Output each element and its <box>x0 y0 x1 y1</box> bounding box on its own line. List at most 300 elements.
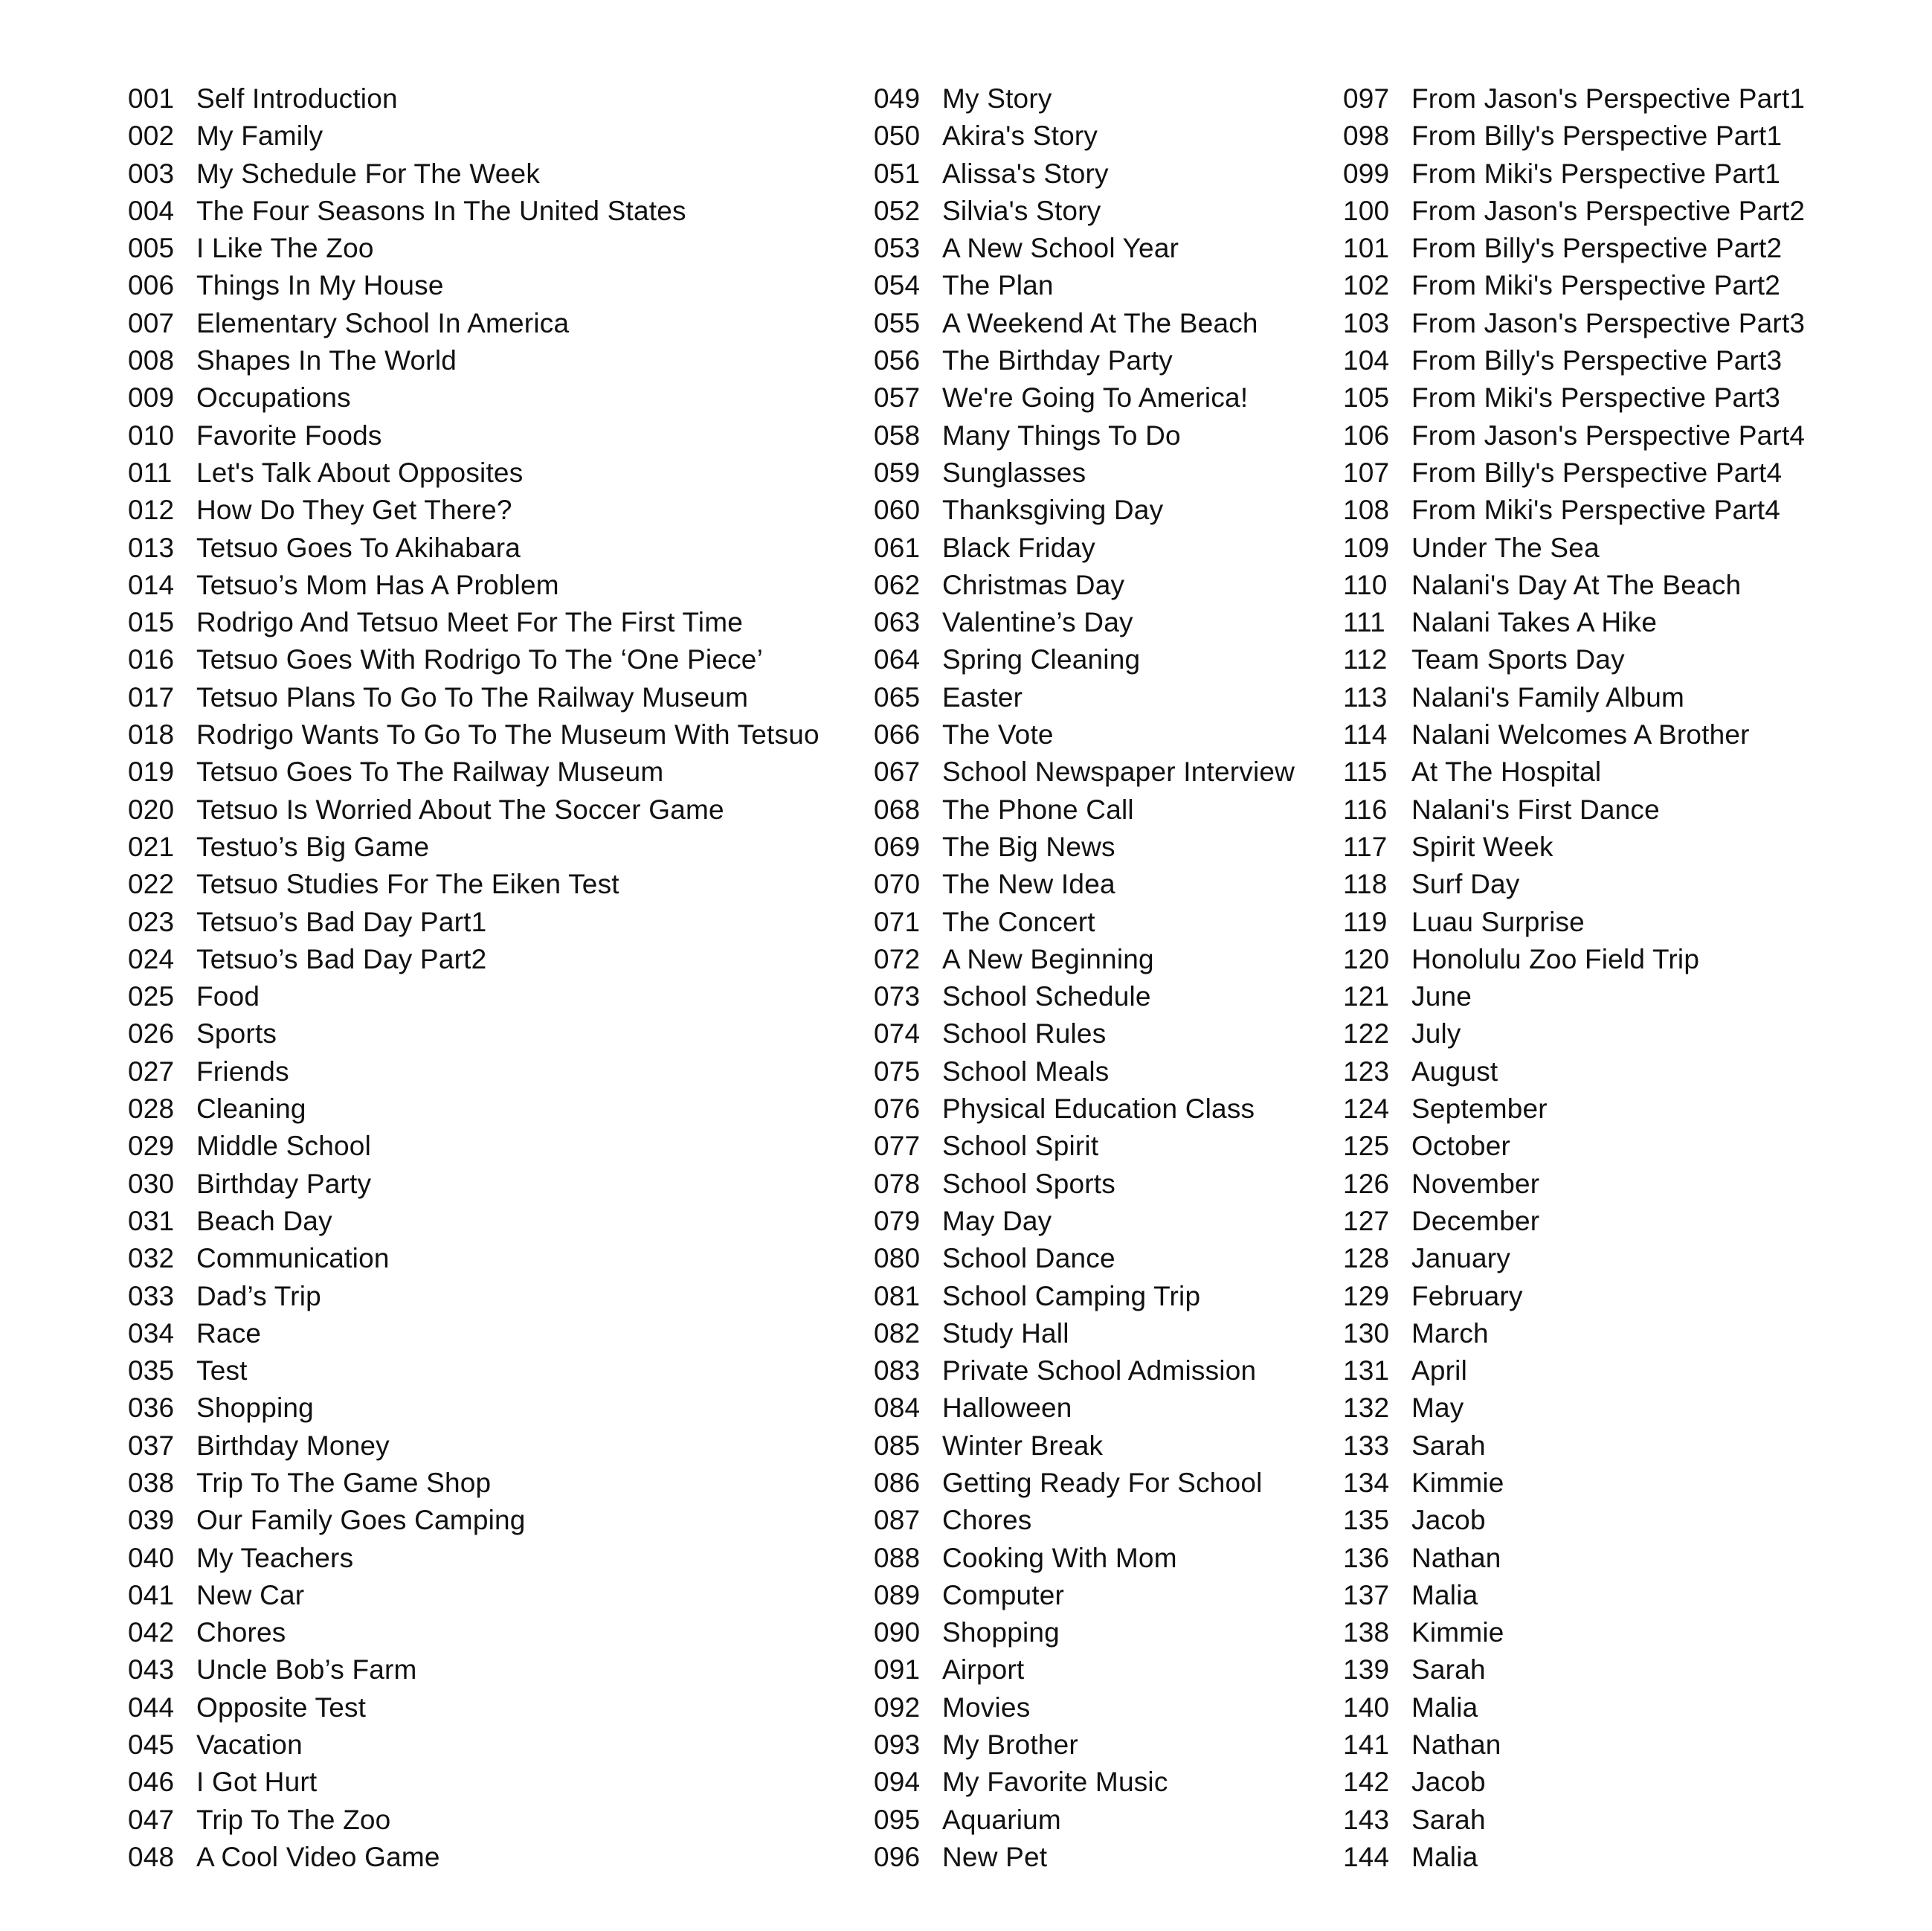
lesson-number: 061 <box>874 532 921 563</box>
lesson-title: From Miki's Perspective Part1 <box>1411 158 1781 189</box>
lesson-item <box>874 1203 1295 1240</box>
lesson-item <box>1343 1726 1805 1764</box>
lesson-number: 134 <box>1343 1467 1390 1498</box>
lesson-item <box>128 1540 820 1577</box>
lesson-number: 053 <box>874 233 921 264</box>
lesson-title: A New Beginning <box>942 943 1154 974</box>
lesson-title: Sarah <box>1411 1654 1486 1686</box>
lesson-number: 114 <box>1343 719 1388 751</box>
lesson-number: 009 <box>128 382 175 414</box>
lesson-title: Favorite Foods <box>196 420 382 451</box>
lesson-item <box>128 1427 820 1465</box>
lesson-title: New Pet <box>942 1841 1048 1872</box>
lesson-number: 006 <box>128 270 175 301</box>
lesson-item <box>1343 1166 1805 1203</box>
lesson-number: 050 <box>874 121 921 152</box>
lesson-number: 025 <box>128 981 175 1012</box>
lesson-title: Sports <box>196 1018 277 1050</box>
lesson-item <box>128 379 820 417</box>
lesson-item <box>128 904 820 941</box>
lesson-number: 102 <box>1343 270 1390 301</box>
lesson-title: May Day <box>942 1205 1052 1236</box>
lesson-item <box>1343 829 1805 866</box>
lesson-item <box>874 1614 1295 1651</box>
lesson-item <box>874 342 1295 379</box>
lesson-number: 115 <box>1343 756 1388 788</box>
lesson-number: 123 <box>1343 1056 1390 1087</box>
lesson-title: Malia <box>1411 1841 1478 1872</box>
lesson-number: 031 <box>128 1205 175 1236</box>
lesson-title: Friends <box>196 1056 289 1087</box>
lesson-number: 035 <box>128 1355 175 1387</box>
lesson-number: 047 <box>128 1804 175 1835</box>
lesson-item <box>1343 941 1805 978</box>
lesson-title: March <box>1411 1317 1489 1349</box>
lesson-title: Spring Cleaning <box>942 644 1141 675</box>
lesson-number: 049 <box>874 83 921 114</box>
lesson-number: 103 <box>1343 307 1390 338</box>
lesson-item <box>128 1726 820 1764</box>
lesson-number: 023 <box>128 906 175 937</box>
lesson-title: My Favorite Music <box>942 1767 1168 1798</box>
lesson-title: My Family <box>196 121 323 152</box>
lesson-title: January <box>1411 1243 1511 1274</box>
lesson-number: 076 <box>874 1093 921 1125</box>
lesson-title: School Meals <box>942 1056 1110 1087</box>
lesson-number: 100 <box>1343 195 1390 226</box>
lesson-number: 094 <box>874 1767 921 1798</box>
lesson-title: Tetsuo’s Mom Has A Problem <box>196 569 559 600</box>
lesson-number: 127 <box>1343 1205 1390 1236</box>
lesson-title: Spirit Week <box>1411 831 1553 862</box>
lesson-title: A Cool Video Game <box>196 1841 440 1872</box>
lesson-number: 013 <box>128 532 175 563</box>
lesson-number: 077 <box>874 1131 921 1162</box>
lesson-item <box>874 417 1295 454</box>
lesson-item <box>128 1053 820 1090</box>
lesson-number: 089 <box>874 1579 921 1610</box>
lesson-title: Study Hall <box>942 1317 1069 1349</box>
lesson-item <box>874 567 1295 604</box>
lesson-title: Opposite Test <box>196 1691 367 1723</box>
lesson-number: 129 <box>1343 1280 1390 1311</box>
lesson-title: From Jason's Perspective Part1 <box>1411 83 1806 114</box>
lesson-title: June <box>1411 981 1472 1012</box>
lesson-number: 099 <box>1343 158 1390 189</box>
lesson-number: 070 <box>874 869 921 900</box>
lesson-number: 008 <box>128 345 175 376</box>
lesson-number: 014 <box>128 569 175 600</box>
lesson-title: The New Idea <box>942 869 1115 900</box>
lesson-item <box>1343 118 1805 155</box>
lesson-number: 033 <box>128 1280 175 1311</box>
lesson-title: Chores <box>942 1505 1032 1536</box>
lesson-title: Alissa's Story <box>942 158 1109 189</box>
lesson-item <box>128 1128 820 1165</box>
lesson-item <box>128 193 820 230</box>
lesson-title: Akira's Story <box>942 121 1098 152</box>
lesson-number: 136 <box>1343 1542 1390 1573</box>
lesson-item <box>874 1502 1295 1539</box>
lesson-title: October <box>1411 1131 1511 1162</box>
lesson-number: 010 <box>128 420 175 451</box>
lesson-item <box>874 1540 1295 1577</box>
lesson-item <box>1343 1427 1805 1465</box>
lesson-title: Nathan <box>1411 1542 1501 1573</box>
lesson-title: School Camping Trip <box>942 1280 1201 1311</box>
lesson-number: 051 <box>874 158 921 189</box>
lesson-item <box>1343 1764 1805 1801</box>
lesson-title: Under The Sea <box>1411 532 1600 563</box>
lesson-number: 029 <box>128 1131 175 1162</box>
lesson-item <box>1343 305 1805 342</box>
lesson-item <box>1343 267 1805 304</box>
lesson-title: Private School Admission <box>942 1355 1257 1387</box>
lesson-item <box>874 1015 1295 1053</box>
lesson-number: 067 <box>874 756 921 788</box>
lesson-item <box>874 1352 1295 1389</box>
lesson-item <box>874 904 1295 941</box>
lesson-number: 098 <box>1343 121 1390 152</box>
lesson-item <box>128 567 820 604</box>
lesson-title: The Four Seasons In The United States <box>196 195 686 226</box>
lesson-title: Let's Talk About Opposites <box>196 457 524 488</box>
lesson-item <box>874 1689 1295 1726</box>
lesson-title: April <box>1411 1355 1468 1387</box>
lesson-number: 107 <box>1343 457 1390 488</box>
lesson-title: Occupations <box>196 382 351 414</box>
lesson-number: 030 <box>128 1168 175 1199</box>
lesson-number: 082 <box>874 1317 921 1349</box>
lesson-title: How Do They Get There? <box>196 495 512 526</box>
lesson-number: 135 <box>1343 1505 1390 1536</box>
lesson-title: December <box>1411 1205 1540 1236</box>
lesson-title: Christmas Day <box>942 569 1125 600</box>
lesson-item <box>128 155 820 193</box>
lesson-item <box>874 1278 1295 1315</box>
lesson-number: 018 <box>128 719 175 751</box>
lesson-item <box>128 417 820 454</box>
lesson-number: 116 <box>1343 794 1388 825</box>
lesson-number: 005 <box>128 233 175 264</box>
lesson-number: 086 <box>874 1467 921 1498</box>
lesson-item <box>128 941 820 978</box>
lesson-number: 096 <box>874 1841 921 1872</box>
lesson-item <box>128 978 820 1015</box>
lesson-title: The Plan <box>942 270 1054 301</box>
lesson-item <box>128 1315 820 1352</box>
lesson-number: 124 <box>1343 1093 1390 1125</box>
lesson-title: At The Hospital <box>1411 756 1602 788</box>
lesson-title: I Got Hurt <box>196 1767 318 1798</box>
lesson-number: 069 <box>874 831 921 862</box>
lesson-title: The Vote <box>942 719 1054 751</box>
lesson-item <box>1343 904 1805 941</box>
lesson-item <box>128 1166 820 1203</box>
lesson-title: Physical Education Class <box>942 1093 1255 1125</box>
lesson-item <box>1343 342 1805 379</box>
lesson-number: 039 <box>128 1505 175 1536</box>
lesson-title: Rodrigo And Tetsuo Meet For The First Time <box>196 607 744 638</box>
lesson-item <box>1343 1240 1805 1277</box>
lesson-item <box>874 1465 1295 1502</box>
lesson-number: 007 <box>128 307 175 338</box>
lesson-title: Birthday Money <box>196 1430 390 1461</box>
lesson-item <box>1343 1090 1805 1128</box>
lesson-number: 041 <box>128 1579 175 1610</box>
lesson-number: 118 <box>1343 869 1388 900</box>
lesson-item <box>874 978 1295 1015</box>
lesson-title: Luau Surprise <box>1411 906 1585 937</box>
lesson-title: My Story <box>942 83 1052 114</box>
lesson-item <box>1343 791 1805 829</box>
lesson-item <box>874 1427 1295 1465</box>
lesson-number: 088 <box>874 1542 921 1573</box>
lesson-number: 021 <box>128 831 175 862</box>
lesson-item <box>1343 604 1805 641</box>
lesson-item <box>128 1802 820 1839</box>
lesson-title: Kimmie <box>1411 1467 1504 1498</box>
lesson-item <box>1343 193 1805 230</box>
lesson-title: From Miki's Perspective Part4 <box>1411 495 1781 526</box>
lesson-number: 131 <box>1343 1355 1390 1387</box>
lesson-item <box>874 1128 1295 1165</box>
lesson-number: 040 <box>128 1542 175 1573</box>
lesson-item <box>874 1577 1295 1614</box>
lesson-number: 122 <box>1343 1018 1390 1050</box>
lesson-number: 068 <box>874 794 921 825</box>
lesson-number: 020 <box>128 794 175 825</box>
lesson-item <box>128 716 820 754</box>
lesson-item <box>1343 754 1805 791</box>
lesson-number: 063 <box>874 607 921 638</box>
lesson-title: May <box>1411 1392 1464 1424</box>
lesson-item <box>1343 1577 1805 1614</box>
lesson-title: Uncle Bob’s Farm <box>196 1654 417 1686</box>
lesson-number: 043 <box>128 1654 175 1686</box>
lesson-number: 140 <box>1343 1691 1390 1723</box>
lesson-number: 015 <box>128 607 175 638</box>
lesson-title: The Birthday Party <box>942 345 1173 376</box>
lesson-number: 121 <box>1343 981 1390 1012</box>
lesson-number: 004 <box>128 195 175 226</box>
lesson-item <box>128 866 820 903</box>
lesson-item <box>128 1465 820 1502</box>
lesson-number: 084 <box>874 1392 921 1424</box>
lesson-item <box>1343 1128 1805 1165</box>
lesson-item <box>1343 1352 1805 1389</box>
lesson-number: 027 <box>128 1056 175 1087</box>
lesson-number: 078 <box>874 1168 921 1199</box>
lesson-number: 138 <box>1343 1617 1390 1648</box>
lesson-item <box>128 604 820 641</box>
lesson-title: Race <box>196 1317 262 1349</box>
lesson-item <box>1343 1053 1805 1090</box>
lesson-number: 081 <box>874 1280 921 1311</box>
lesson-number: 058 <box>874 420 921 451</box>
lesson-title: Jacob <box>1411 1767 1486 1798</box>
lesson-item <box>874 641 1295 678</box>
lesson-number: 090 <box>874 1617 921 1648</box>
lesson-title: Nalani's Day At The Beach <box>1411 569 1742 600</box>
lesson-item <box>128 454 820 492</box>
lesson-title: Things In My House <box>196 270 444 301</box>
lesson-title: A New School Year <box>942 233 1179 264</box>
lesson-item <box>128 1352 820 1389</box>
lesson-item <box>874 492 1295 529</box>
lesson-title: Easter <box>942 681 1023 713</box>
lesson-item <box>1343 1278 1805 1315</box>
lesson-number: 087 <box>874 1505 921 1536</box>
lesson-number: 057 <box>874 382 921 414</box>
lesson-number: 060 <box>874 495 921 526</box>
lesson-title: Malia <box>1411 1579 1478 1610</box>
lesson-item <box>874 866 1295 903</box>
lesson-title: Cooking With Mom <box>942 1542 1177 1573</box>
lesson-item <box>128 829 820 866</box>
lesson-number: 083 <box>874 1355 921 1387</box>
lesson-number: 044 <box>128 1691 175 1723</box>
lesson-title: Tetsuo Is Worried About The Soccer Game <box>196 794 724 825</box>
lesson-title: From Jason's Perspective Part3 <box>1411 307 1806 338</box>
lesson-number: 085 <box>874 1430 921 1461</box>
lesson-title: Tetsuo Goes With Rodrigo To The ‘One Piece’ <box>196 644 764 675</box>
lesson-item <box>1343 492 1805 529</box>
lesson-item <box>874 1764 1295 1801</box>
lesson-number: 012 <box>128 495 175 526</box>
lesson-item <box>128 1577 820 1614</box>
lesson-title: Birthday Party <box>196 1168 372 1199</box>
lesson-item <box>1343 379 1805 417</box>
lesson-title: Movies <box>942 1691 1031 1723</box>
lesson-item <box>874 829 1295 866</box>
lesson-title: I Like The Zoo <box>196 233 374 264</box>
lesson-item <box>874 305 1295 342</box>
lesson-number: 048 <box>128 1841 175 1872</box>
lesson-title: Aquarium <box>942 1804 1061 1835</box>
lesson-item <box>128 1764 820 1801</box>
lesson-number: 126 <box>1343 1168 1390 1199</box>
lesson-item <box>874 604 1295 641</box>
lesson-number: 141 <box>1343 1729 1390 1761</box>
lesson-number: 119 <box>1343 906 1388 937</box>
lesson-title: Tetsuo Plans To Go To The Railway Museum <box>196 681 749 713</box>
lesson-title: November <box>1411 1168 1540 1199</box>
lesson-number: 026 <box>128 1018 175 1050</box>
lesson-title: School Rules <box>942 1018 1107 1050</box>
lesson-title: Halloween <box>942 1392 1072 1424</box>
lesson-item <box>1343 1839 1805 1876</box>
lesson-item <box>874 454 1295 492</box>
lesson-number: 002 <box>128 121 175 152</box>
lesson-title: School Spirit <box>942 1131 1099 1162</box>
lesson-title: From Billy's Perspective Part4 <box>1411 457 1783 488</box>
lesson-title: From Billy's Perspective Part1 <box>1411 121 1783 152</box>
lesson-item <box>128 342 820 379</box>
lesson-list-column-1 <box>128 80 820 1876</box>
lesson-title: Team Sports Day <box>1411 644 1625 675</box>
lesson-title: The Big News <box>942 831 1115 862</box>
lesson-title: Shapes In The World <box>196 345 457 376</box>
lesson-item <box>1343 567 1805 604</box>
lesson-item <box>1343 866 1805 903</box>
lesson-item <box>1343 1389 1805 1427</box>
lesson-title: Shopping <box>196 1392 314 1424</box>
lesson-title: From Miki's Perspective Part3 <box>1411 382 1781 414</box>
lesson-title: Vacation <box>196 1729 303 1761</box>
lesson-title: Shopping <box>942 1617 1060 1648</box>
lesson-number: 038 <box>128 1467 175 1498</box>
lesson-item <box>128 679 820 716</box>
lesson-item <box>1343 1540 1805 1577</box>
lesson-title: Nalani's First Dance <box>1411 794 1660 825</box>
lesson-number: 097 <box>1343 83 1390 114</box>
lesson-number: 091 <box>874 1654 921 1686</box>
lesson-title: My Schedule For The Week <box>196 158 541 189</box>
lesson-number: 065 <box>874 681 921 713</box>
lesson-item <box>874 530 1295 567</box>
lesson-number: 128 <box>1343 1243 1390 1274</box>
lesson-item <box>874 1166 1295 1203</box>
lesson-title: July <box>1411 1018 1461 1050</box>
lesson-item <box>1343 716 1805 754</box>
lesson-number: 037 <box>128 1430 175 1461</box>
lesson-item <box>1343 530 1805 567</box>
lesson-number: 130 <box>1343 1317 1390 1349</box>
lesson-item <box>874 1839 1295 1876</box>
lesson-number: 132 <box>1343 1392 1390 1424</box>
lesson-item <box>874 754 1295 791</box>
lesson-number: 106 <box>1343 420 1390 451</box>
lesson-item <box>128 492 820 529</box>
lesson-title: From Billy's Perspective Part2 <box>1411 233 1783 264</box>
lesson-item <box>1343 641 1805 678</box>
lesson-item <box>874 1389 1295 1427</box>
lesson-title: Sunglasses <box>942 457 1086 488</box>
lesson-title: School Dance <box>942 1243 1115 1274</box>
lesson-title: Computer <box>942 1579 1065 1610</box>
lesson-item <box>1343 1465 1805 1502</box>
lesson-title: August <box>1411 1056 1498 1087</box>
lesson-number: 019 <box>128 756 175 788</box>
lesson-item <box>874 941 1295 978</box>
lesson-number: 109 <box>1343 532 1390 563</box>
lesson-item <box>128 1090 820 1128</box>
lesson-number: 052 <box>874 195 921 226</box>
lesson-title: Airport <box>942 1654 1025 1686</box>
lesson-title: Jacob <box>1411 1505 1486 1536</box>
lesson-number: 110 <box>1343 569 1388 600</box>
lesson-item <box>128 230 820 267</box>
lesson-item <box>128 267 820 304</box>
lesson-title: Winter Break <box>942 1430 1104 1461</box>
lesson-title: My Brother <box>942 1729 1078 1761</box>
lesson-number: 003 <box>128 158 175 189</box>
lesson-number: 034 <box>128 1317 175 1349</box>
lesson-title: Malia <box>1411 1691 1478 1723</box>
lesson-title: Communication <box>196 1243 390 1274</box>
lesson-number: 062 <box>874 569 921 600</box>
lesson-title: Trip To The Game Shop <box>196 1467 492 1498</box>
lesson-item <box>128 791 820 829</box>
lesson-item <box>1343 1203 1805 1240</box>
lesson-title: Cleaning <box>196 1093 306 1125</box>
lesson-item <box>128 1389 820 1427</box>
lesson-number: 073 <box>874 981 921 1012</box>
lesson-number: 022 <box>128 869 175 900</box>
lesson-title: Our Family Goes Camping <box>196 1505 526 1536</box>
lesson-title: Self Introduction <box>196 83 398 114</box>
